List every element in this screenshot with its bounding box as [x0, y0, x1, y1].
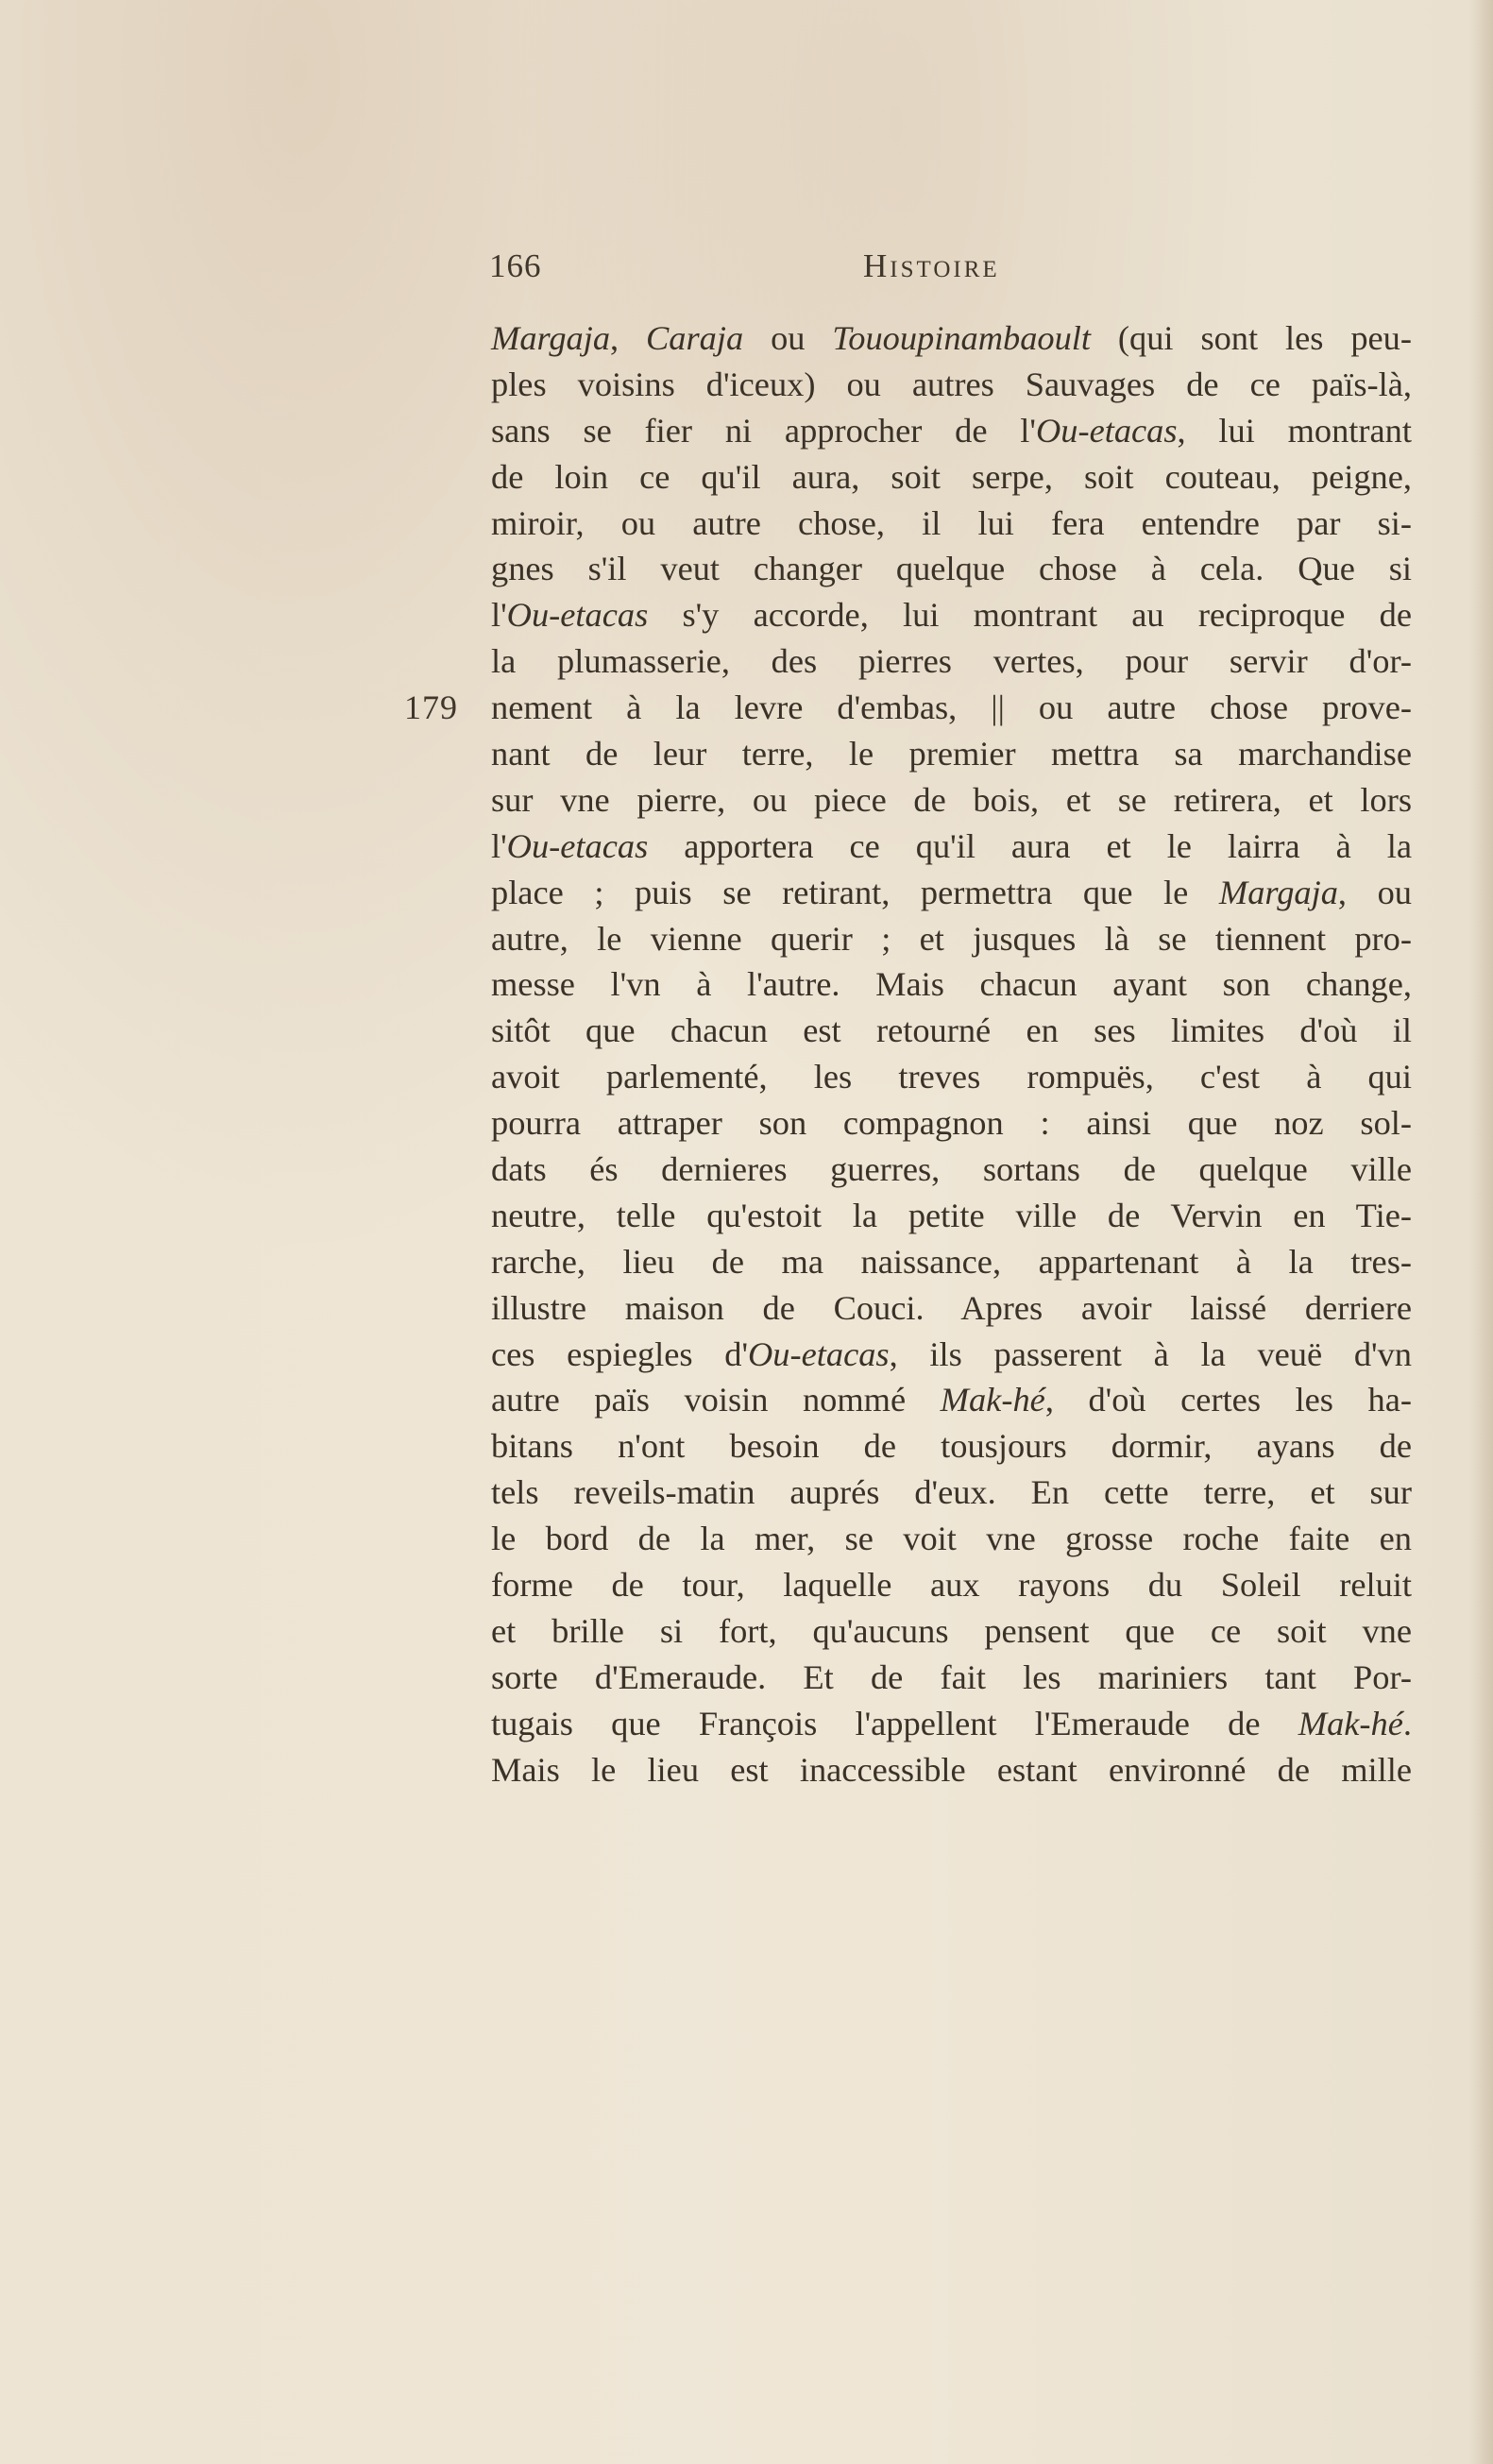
text-line: avoit parlementé, les treves rompuës, c'est à qui — [491, 1058, 1412, 1096]
italic-term: Mak-hé — [940, 1381, 1045, 1419]
text-line: ces espiegles d'Ou-etacas, ils passerent à la veuë d'vn — [491, 1334, 1412, 1373]
italic-term: Ou-etacas — [506, 826, 649, 865]
italic-term: Margaja — [1218, 873, 1338, 911]
italic-term: Margaja — [491, 319, 611, 357]
text-line: neutre, telle qu'estoit la petite ville de Vervin en Tie- — [491, 1196, 1412, 1234]
italic-term: Ou-etacas — [748, 1334, 890, 1373]
text-line: l'Ou-etacas s'y accorde, lui montrant au reciproque de — [491, 596, 1412, 635]
margin-page-reference: 179 — [404, 688, 458, 726]
text-line: de loin ce qu'il aura, soit serpe, soit couteau, peigne, — [491, 457, 1412, 496]
text-line: forme de tour, laquelle aux rayons du Soleil reluit — [491, 1566, 1412, 1605]
text-line: nant de leur terre, le premier mettra sa marchandise — [491, 735, 1412, 773]
text-line: messe l'vn à l'autre. Mais chacun ayant son change, — [491, 965, 1412, 1004]
text-line: Margaja, Caraja ou Tououpinambaoult (qui sont les peu- — [491, 319, 1412, 357]
text-line: tels reveils-matin auprés d'eux. En cette terre, et sur — [491, 1473, 1412, 1512]
text-line: ples voisins d'iceux) ou autres Sauvages de ce païs-là, — [491, 365, 1412, 403]
text-line: sorte d'Emeraude. Et de fait les mariniers tant Por- — [491, 1657, 1412, 1696]
italic-term: Ou-etacas — [506, 596, 649, 635]
italic-term: Tououpinambaoult — [832, 319, 1092, 357]
text-line: dats és dernieres guerres, sortans de quelque ville — [491, 1150, 1412, 1189]
running-head: Histoire — [863, 247, 1000, 284]
text-line: nement à la levre d'embas, || ou autre chose prove- — [491, 688, 1412, 727]
text-line: gnes s'il veut changer quelque chose à cela. Que si — [491, 550, 1412, 588]
italic-term: Caraja — [646, 319, 744, 357]
page-number: 166 — [489, 247, 542, 284]
text-line: sur vne pierre, ou piece de bois, et se retirera, et lors — [491, 780, 1412, 819]
text-line: l'Ou-etacas apportera ce qu'il aura et le lairra à la — [491, 826, 1412, 865]
text-line: le bord de la mer, se voit vne grosse roche faite en — [491, 1520, 1412, 1558]
text-line: autre, le vienne querir ; et jusques là se tiennent pro- — [491, 919, 1412, 958]
text-line: autre païs voisin nommé Mak-hé, d'où certes les ha- — [491, 1381, 1412, 1419]
text-line: tugais que François l'appellent l'Emeraude de Mak-hé. — [491, 1704, 1412, 1742]
text-line: rarche, lieu de ma naissance, appartenant à la tres- — [491, 1242, 1412, 1281]
page-header — [489, 247, 1415, 295]
text-line: Mais le lieu est inaccessible estant environné de mille — [491, 1750, 1412, 1789]
text-line: place ; puis se retirant, permettra que le Margaja, ou — [491, 873, 1412, 911]
italic-term: Mak-hé — [1298, 1704, 1403, 1742]
text-line: la plumasserie, des pierres vertes, pour servir d'or- — [491, 642, 1412, 681]
text-line: bitans n'ont besoin de tousjours dormir, ayans de — [491, 1427, 1412, 1466]
text-line: et brille si fort, qu'aucuns pensent que ce soit vne — [491, 1611, 1412, 1650]
italic-term: Ou-etacas — [1035, 411, 1178, 450]
text-line: miroir, ou autre chose, il lui fera entendre par si- — [491, 503, 1412, 542]
text-line: illustre maison de Couci. Apres avoir laissé derriere — [491, 1288, 1412, 1327]
text-line: sans se fier ni approcher de l'Ou-etacas, lui montrant — [491, 411, 1412, 450]
text-line: pourra attraper son compagnon : ainsi que noz sol- — [491, 1104, 1412, 1143]
body-text — [491, 315, 1412, 1793]
text-line: sitôt que chacun est retourné en ses limites d'où il — [491, 1011, 1412, 1050]
page-edge-shadow — [1468, 0, 1493, 2464]
